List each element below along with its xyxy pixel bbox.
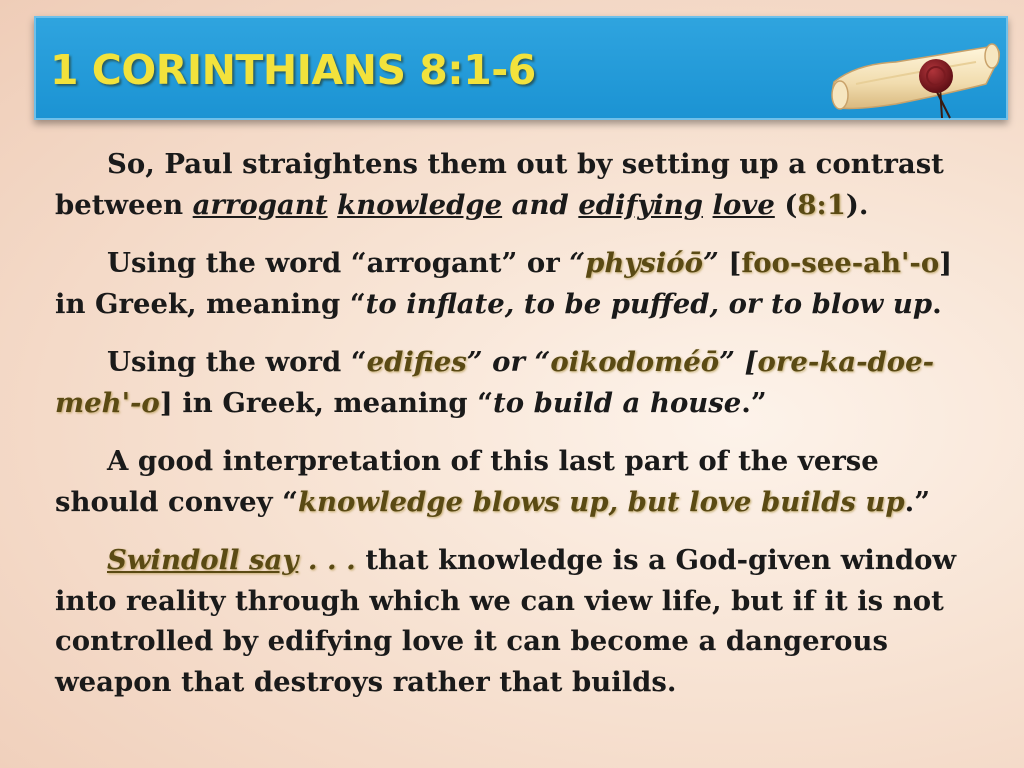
text: .” — [741, 386, 767, 419]
meaning: to inflate, to be puffed, or to blow up — [365, 287, 933, 320]
text — [328, 189, 338, 221]
text: ] — [939, 247, 953, 279]
text: “ — [569, 247, 586, 279]
text: [ — [718, 247, 742, 279]
text: .” — [904, 485, 931, 518]
text: and — [502, 188, 579, 221]
text: . — [932, 287, 942, 320]
slide-body — [55, 144, 965, 720]
text: in Greek, meaning “ — [172, 386, 494, 419]
text: ( — [774, 188, 798, 221]
paragraph-edifies — [55, 342, 965, 423]
scroll-with-wax-seal-icon — [826, 24, 1006, 119]
text — [703, 189, 713, 221]
text: in Greek, meaning “ — [55, 287, 366, 320]
text: So, Paul straightens them out by setting up a contrast between — [55, 148, 944, 221]
term-arrogant: arrogant — [192, 188, 328, 221]
paragraph-swindoll — [55, 540, 965, 702]
text: Using the word “arrogant” or — [107, 247, 570, 279]
text: ] — [159, 386, 173, 419]
term-edifies: edifies — [366, 346, 467, 378]
text: ” — [702, 247, 719, 279]
paragraph-interpretation — [55, 441, 965, 522]
text: ” or “ — [466, 346, 551, 378]
text: ). — [845, 188, 869, 221]
greek-word-oikodomeo: oikodoméō — [550, 346, 720, 378]
author-name: Swindoll say — [107, 544, 299, 576]
meaning: to build a house — [493, 386, 742, 419]
term-edifying: edifying — [578, 188, 703, 221]
slide-title: 1 CORINTHIANS 8:1-6 — [50, 46, 536, 94]
key-quote: knowledge blows up, but love builds up — [298, 485, 905, 518]
text: ” [ — [719, 346, 758, 378]
paragraph-arrogant — [55, 243, 965, 324]
paragraph-contrast — [55, 144, 965, 225]
pronunciation: foo-see-ah'-o — [741, 247, 940, 279]
text: A good interpretation of this last part of the verse should convey “ — [55, 445, 879, 518]
title-banner — [34, 16, 1008, 120]
ellipsis: . . . — [298, 544, 356, 576]
verse-reference: 8:1 — [797, 188, 846, 221]
text: that knowledge is a God-given window into reality through which we can view life, but if it is not controlled by edifying love it can become a dangerous weapon that destroys rather that builds. — [55, 544, 957, 698]
pronunciation: ore-ka-doe-meh'-o — [55, 346, 935, 419]
term-knowledge: knowledge — [337, 188, 503, 221]
greek-word-physioo: physióō — [585, 247, 703, 279]
term-love: love — [712, 188, 775, 221]
text: Using the word “ — [107, 346, 367, 378]
